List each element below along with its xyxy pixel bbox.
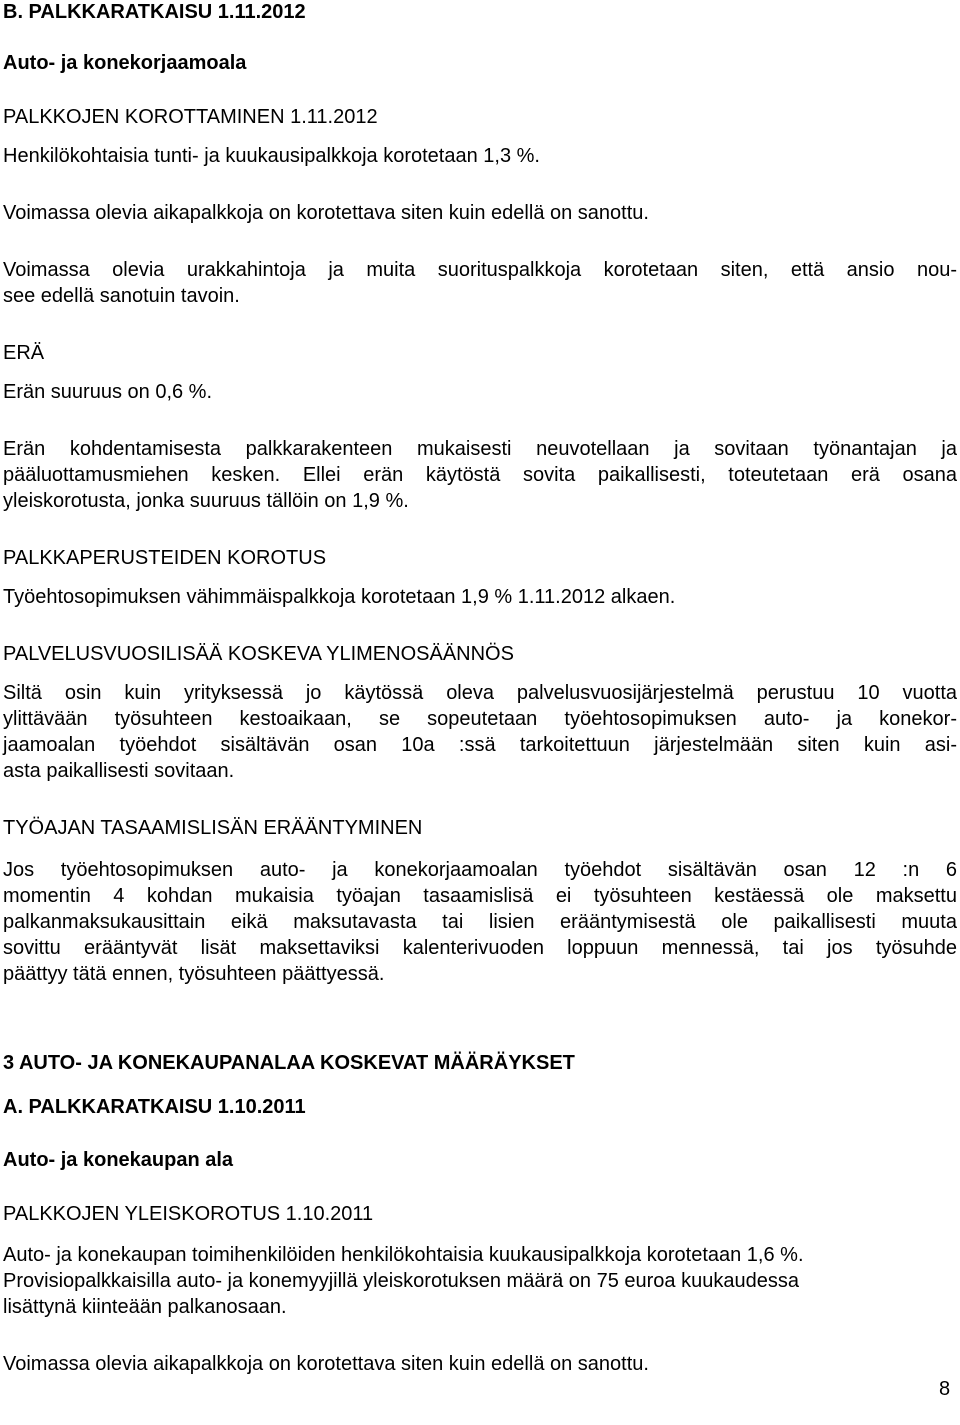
section-heading: B. PALKKARATKAISU 1.11.2012 — [3, 1, 306, 23]
page-number: 8 — [939, 1378, 951, 1400]
paragraph-line: Jos työehtosopimuksen auto- ja konekorjaamoalan työehdot sisältävän osan 12 :n 6 — [3, 859, 957, 881]
paragraph-line: yleiskorotusta, jonka suuruus tällöin on 1,9 %. — [3, 490, 409, 512]
caps-heading: PALKKOJEN KOROTTAMINEN 1.11.2012 — [3, 106, 378, 128]
paragraph-line: Siltä osin kuin yrityksessä jo käytössä oleva palvelusvuosijärjestelmä perustuu 10 vuotta — [3, 682, 957, 704]
paragraph-line: Voimassa olevia aikapalkkoja on korotettava siten kuin edellä on sanottu. — [3, 202, 649, 224]
paragraph-line: see edellä sanotuin tavoin. — [3, 285, 240, 307]
paragraph-line: Työehtosopimuksen vähimmäispalkkoja korotetaan 1,9 % 1.11.2012 alkaen. — [3, 586, 676, 608]
subheading: Auto- ja konekorjaamoala — [3, 52, 247, 74]
paragraph-line: Henkilökohtaisia tunti- ja kuukausipalkkoja korotetaan 1,3 %. — [3, 145, 540, 167]
chapter-heading: 3 AUTO- JA KONEKAUPANALAA KOSKEVAT MÄÄRÄYKSET — [3, 1052, 575, 1074]
paragraph-line: palkanmaksukausittain eikä maksutavasta tai lisien erääntymisestä ole paikallisesti muuta — [3, 911, 957, 933]
paragraph-line: asta paikallisesti sovitaan. — [3, 760, 235, 782]
paragraph-line: sovittu erääntyvät lisät maksettaviksi kalenterivuoden loppuun mennessä, tai jos työsuhde — [3, 937, 957, 959]
paragraph-line: ylittävään työsuhteen kestoaikaan, se sopeutetaan työehtosopimuksen auto- ja konekor- — [3, 708, 957, 730]
paragraph-line: päättyy tätä ennen, työsuhteen päättyessä. — [3, 963, 385, 985]
caps-heading: PALKKAPERUSTEIDEN KOROTUS — [3, 547, 327, 569]
paragraph-line: Voimassa olevia aikapalkkoja on korotettava siten kuin edellä on sanottu. — [3, 1353, 649, 1375]
paragraph-line: pääluottamusmiehen kesken. Ellei erän käytöstä sovita paikallisesti, toteutetaan erä osana — [3, 464, 957, 486]
section-heading: A. PALKKARATKAISU 1.10.2011 — [3, 1096, 306, 1118]
caps-heading: PALVELUSVUOSILISÄÄ KOSKEVA YLIMENOSÄÄNNÖS — [3, 643, 514, 665]
paragraph-line: Auto- ja konekaupan toimihenkilöiden henkilökohtaisia kuukausipalkkoja korotetaan 1,6 %. — [3, 1244, 804, 1266]
paragraph-line: Provisiopalkkaisilla auto- ja konemyyjillä yleiskorotuksen määrä on 75 euroa kuukaudessa — [3, 1270, 799, 1292]
caps-heading: ERÄ — [3, 342, 45, 364]
caps-heading: PALKKOJEN YLEISKOROTUS 1.10.2011 — [3, 1203, 374, 1225]
paragraph-line: lisättynä kiinteään palkanosaan. — [3, 1296, 287, 1318]
caps-heading: TYÖAJAN TASAAMISLISÄN ERÄÄNTYMINEN — [3, 817, 423, 839]
paragraph-line: Erän kohdentamisesta palkkarakenteen mukaisesti neuvotellaan ja sovitaan työnantajan ja — [3, 438, 957, 460]
paragraph-line: Erän suuruus on 0,6 %. — [3, 381, 213, 403]
paragraph-line: momentin 4 kohdan mukaisia työajan tasaamislisä ei työsuhteen kestäessä ole maksettu — [3, 885, 957, 907]
subheading: Auto- ja konekaupan ala — [3, 1149, 234, 1171]
paragraph-line: jaamoalan työehdot sisältävän osan 10a :ssä tarkoitettuun järjestelmään siten kuin asi- — [3, 734, 957, 756]
paragraph-line: Voimassa olevia urakkahintoja ja muita suorituspalkkoja korotetaan siten, että ansio nou- — [3, 259, 957, 281]
